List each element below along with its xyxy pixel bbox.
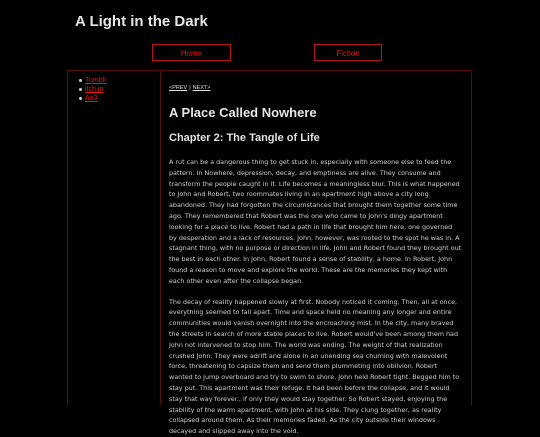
sidebar-link-itchio[interactable]: itch.io: [85, 86, 104, 93]
sidebar-item-tumblr: [79, 76, 107, 85]
next-link[interactable]: NEXT>: [192, 85, 211, 91]
sidebar-item-itchio: [79, 85, 107, 94]
nav-home-button[interactable]: Home: [152, 44, 231, 61]
site-title: A Light in the Dark: [75, 13, 208, 30]
pager-separator: |: [189, 85, 191, 91]
chapter-pager: [169, 85, 462, 92]
sidebar-links: [79, 76, 107, 103]
chapter-title: Chapter 2: The Tangle of Life: [169, 132, 320, 144]
story-title: A Place Called Nowhere: [169, 105, 317, 120]
sidebar-divider: [160, 70, 161, 405]
sidebar-item-ao3: [79, 94, 107, 103]
sidebar-link-ao3[interactable]: Ao3: [85, 95, 98, 102]
nav-fiction-button[interactable]: Fiction: [314, 44, 382, 61]
sidebar-link-tumblr[interactable]: Tumblr: [85, 77, 107, 84]
prev-link[interactable]: <PREV: [169, 85, 188, 91]
story-paragraph: The decay of reality happened slowly at first. Nobody noticed it coming. Then, all at once, everything seemed to fall apart. Time and space held no meaning any longer and entire communities would vanish overnight into the encroaching mist. In the city, many braved the streets in search of more stable places to live. Robert would've been among them had John not intervened to stop him. The world was ending. The weight of that realization crushed John. They were adrift and alone in an unending sea churning with malevolent force, threatening to capsize them and send them plummeting into oblivion. Robert wanted to jump overboard and try to swim to shore. John held Robert tight. Begged him to stay put. This apartment was their refuge. It had been before the collapse, and it would stay that way forever., if only they would stay together. So Robert stayed, enjoying the stability of the warm apartment, with John at his side. They clung together, as reality collapsed around them. As their memories faded. As the city outside their windows decayed and slipped away into the void.: [169, 297, 460, 436]
story-content: [169, 85, 462, 437]
story-paragraph: A rut can be a dangerous thing to get stuck in, especially with someone else to feed the pattern. In Nowhere, depression, decay, and emptiness are alive. They consume and transform the people caught in it. Life becomes a meaningless blur. This is what happened to John and Robert, two roommates living in an apartment high above a city long abandoned. They had forgotten the circumstances that brought them together some time ago. They remembered that Robert was the one who came to John's dingy apartment looking for a place to live. Robert had a path in life that brought him here, one governed by desperation and a lack of resources. John, however, was rooted to the spot he was in. A stagnant thing, with no purpose or direction in life. John and Robert found they brought out the best in each other. In John, Robert found a sense of stability, a home. In Robert, John found a reason to move and explore the world. These are the memories they kept with each other even after the collapse began.: [169, 158, 462, 285]
